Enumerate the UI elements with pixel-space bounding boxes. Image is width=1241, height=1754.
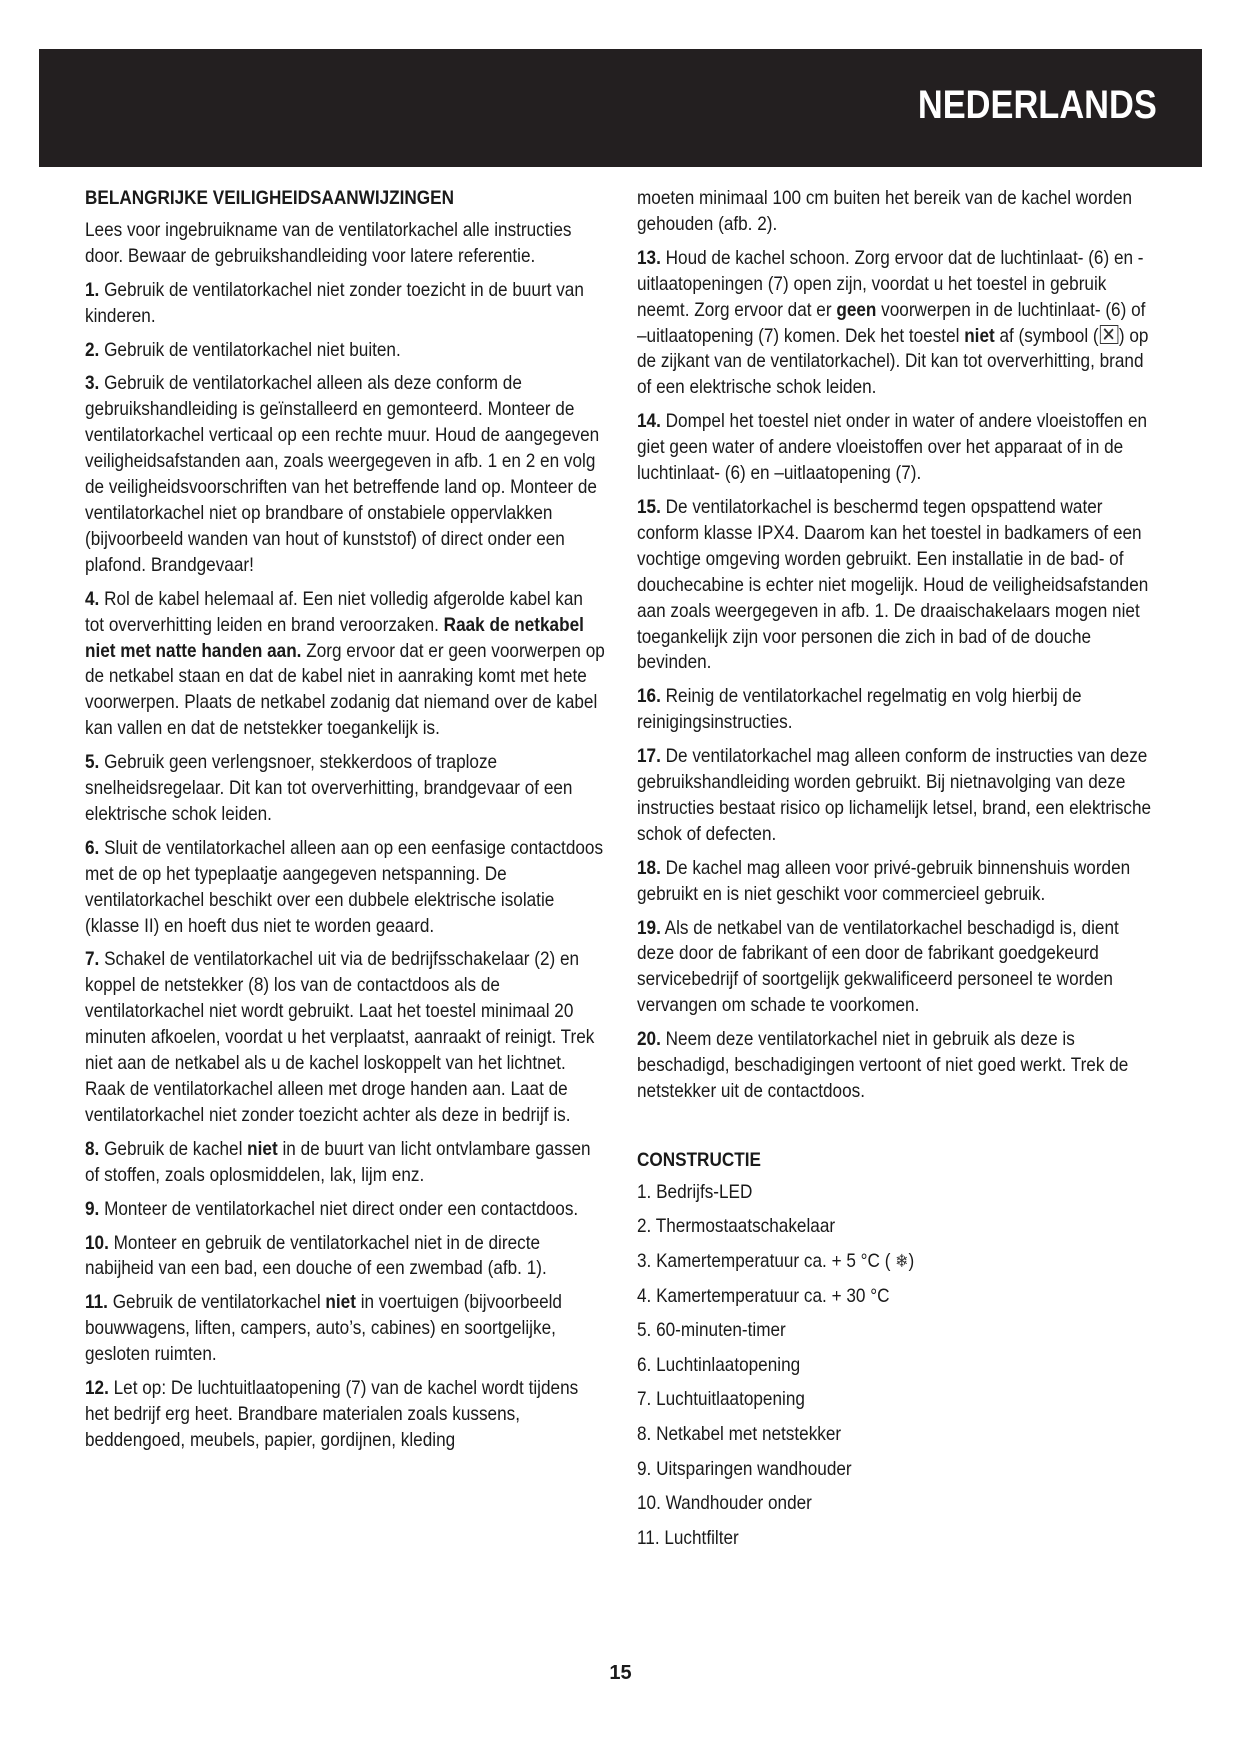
- part-item: 3. Kamertemperatuur ca. + 5 °C ( ❄): [637, 1250, 915, 1272]
- part-item: 7. Luchtuitlaatopening: [637, 1388, 805, 1411]
- right-column: [637, 186, 1157, 1560]
- do-not-cover-icon: [1100, 325, 1118, 344]
- part-item: 10. Wandhouder onder: [637, 1492, 812, 1515]
- left-column: [85, 186, 605, 1462]
- safety-item-20: 20. Neem deze ventilatorkachel niet in gebruik als deze is beschadigd, beschadigingen vertoont of niet goed werkt. Trek de netstekker uit de contactdoos.: [637, 1028, 1129, 1102]
- safety-item-16: 16. Reinig de ventilatorkachel regelmatig en volg hierbij de reinigingsinstructies.: [637, 685, 1082, 734]
- safety-item-5: 5. Gebruik geen verlengsnoer, stekkerdoos of traploze snelheidsregelaar. Dit kan tot oververhitting, brandgevaar of een elektrische schok leiden.: [85, 751, 573, 825]
- safety-item-11: 11. Gebruik de ventilatorkachel niet in voertuigen (bijvoorbeeld bouwwagens, liften, campers, auto’s, cabines) en soortgelijke, gesloten ruimten.: [85, 1291, 562, 1366]
- safety-item-12: 12. Let op: De luchtuitlaatopening (7) van de kachel wordt tijdens het bedrijf erg heet. Brandbare materialen zoals kussens, beddengoed, meubels, papier, gordijnen, kleding: [85, 1377, 579, 1451]
- part-item: 8. Netkabel met netstekker: [637, 1422, 842, 1445]
- safety-item-15: 15. De ventilatorkachel is beschermd tegen opspattend water conform klasse IPX4. Daarom kan het toestel in badkamers of een vochtige omgeving worden gebruikt. Een installatie in de bad- of douchecabine is echter niet mogelijk. Houd de veiligheidsafstanden aan zoals weergegeven in afb. 1. De draaischakelaars mogen niet toegankelijk zijn voor personen die zich in bad of de douche bevinden.: [637, 495, 1149, 674]
- safety-item-19: 19. Als de netkabel van de ventilatorkachel beschadigd is, dient deze door de fabrikant of een door de fabrikant goedgekeurd servicebedrijf of soortgelijk gekwalificeerd personeel te worden vervangen om schade te voorkomen.: [637, 916, 1119, 1017]
- item-12-continuation: moeten minimaal 100 cm buiten het bereik van de kachel worden gehouden (afb. 2).: [637, 187, 1133, 235]
- part-item: 1. Bedrijfs-LED: [637, 1180, 753, 1203]
- safety-item-13: 13. Houd de kachel schoon. Zorg ervoor dat de luchtinlaat- (6) en -uitlaatopeningen (7) open zijn, voordat u het toestel in gebruik neemt. Zorg ervoor dat er geen voorwerpen in de luchtinlaat- (6) of –uitlaatopening (7) komen. Dek het toestel niet af (symbool ( ) op de zijkant van de ventilatorkachel). Dit kan tot oververhitting, brand of een elektrische schok leiden.: [637, 246, 1149, 399]
- construction-heading: CONSTRUCTIE: [637, 1148, 761, 1171]
- construction-parts-list: [637, 1180, 1157, 1552]
- part-item: 11. Luchtfilter: [637, 1526, 739, 1549]
- safety-item-3: 3. Gebruik de ventilatorkachel alleen als deze conform de gebruikshandleiding is geïnstalleerd en gemonteerd. Monteer de ventilatorkachel verticaal op een rechte muur. Houd de aangegeven veiligheidsafstanden aan, zoals weergegeven in afb. 1 en 2 en volg de veiligheidsvoorschriften van het betreffende land op. Monteer de ventilatorkachel niet op brandbare of onstabiele oppervlakken (bijvoorbeeld wanden van hout of kunststof) of direct onder een plafond. Brandgevaar!: [85, 372, 600, 576]
- safety-item-8: 8. Gebruik de kachel niet in de buurt van licht ontvlambare gassen of stoffen, zoals oplosmiddelen, lak, lijm enz.: [85, 1137, 591, 1186]
- language-header-bar: [39, 49, 1202, 167]
- part-item: 5. 60-minuten-timer: [637, 1319, 786, 1342]
- safety-item-10: 10. Monteer en gebruik de ventilatorkachel niet in de directe nabijheid van een bad, een douche of een zwembad (afb. 1).: [85, 1231, 547, 1280]
- part-item: 9. Uitsparingen wandhouder: [637, 1457, 852, 1480]
- safety-heading: BELANGRIJKE VEILIGHEIDSAANWIJZINGEN: [85, 187, 454, 209]
- safety-item-4: 4. Rol de kabel helemaal af. Een niet volledig afgerolde kabel kan tot oververhitting leiden en brand veroorzaken. Raak de netkabel niet met natte handen aan. Zorg ervoor dat er geen voorwerpen op de netkabel staan en dat de kabel niet in aanraking komt met hete voorwerpen. Plaats de netkabel zodanig dat niemand over de kabel kan vallen en dat de netstekker toegankelijk is.: [85, 587, 605, 740]
- safety-item-6: 6. Sluit de ventilatorkachel alleen aan op een eenfasige contactdoos met de op het typeplaatje aangegeven netspanning. De ventilatorkachel beschikt over een dubbele elektrische isolatie (klasse II) en hoeft dus niet te worden geaard.: [85, 836, 604, 937]
- part-item: 6. Luchtinlaatopening: [637, 1353, 801, 1376]
- part-item: 2. Thermostaatschakelaar: [637, 1215, 836, 1238]
- intro-paragraph: Lees voor ingebruikname van de ventilatorkachel alle instructies door. Bewaar de gebruikshandleiding voor latere referentie.: [85, 218, 572, 267]
- language-title: NEDERLANDS: [918, 83, 1157, 127]
- safety-item-2: 2. Gebruik de ventilatorkachel niet buiten.: [85, 338, 401, 361]
- safety-item-14: 14. Dompel het toestel niet onder in water of andere vloeistoffen en giet geen water of andere vloeistoffen over het apparaat of in de luchtinlaat- (6) en –uitlaatopening (7).: [637, 410, 1148, 485]
- part-item: 4. Kamertemperatuur ca. + 30 °C: [637, 1284, 890, 1307]
- safety-item-9: 9. Monteer de ventilatorkachel niet direct onder een contactdoos.: [85, 1197, 579, 1220]
- safety-item-18: 18. De kachel mag alleen voor privé-gebruik binnenshuis worden gebruikt en is niet geschikt voor commercieel gebruik.: [637, 856, 1131, 905]
- safety-item-7: 7. Schakel de ventilatorkachel uit via de bedrijfsschakelaar (2) en koppel de netstekker (8) los van de contactdoos als de ventilatorkachel niet wordt gebruikt. Laat het toestel minimaal 20 minuten afkoelen, voordat u het verplaatst, aanraakt of reinigt. Trek niet aan de netkabel als u de kachel loskoppelt van het lichtnet. Raak de ventilatorkachel alleen met droge handen aan. Laat de ventilatorkachel niet zonder toezicht achter als deze in bedrijf is.: [85, 948, 595, 1126]
- safety-item-17: 17. De ventilatorkachel mag alleen conform de instructies van deze gebruikshandleiding worden gebruikt. Bij nietnavolging van deze instructies bestaat risico op lichamelijk letsel, brand, een elektrische schok of defecten.: [637, 745, 1152, 845]
- safety-item-1: 1. Gebruik de ventilatorkachel niet zonder toezicht in de buurt van kinderen.: [85, 278, 584, 327]
- page-number: 15: [609, 1662, 632, 1684]
- snowflake-icon: ❄: [895, 1251, 909, 1271]
